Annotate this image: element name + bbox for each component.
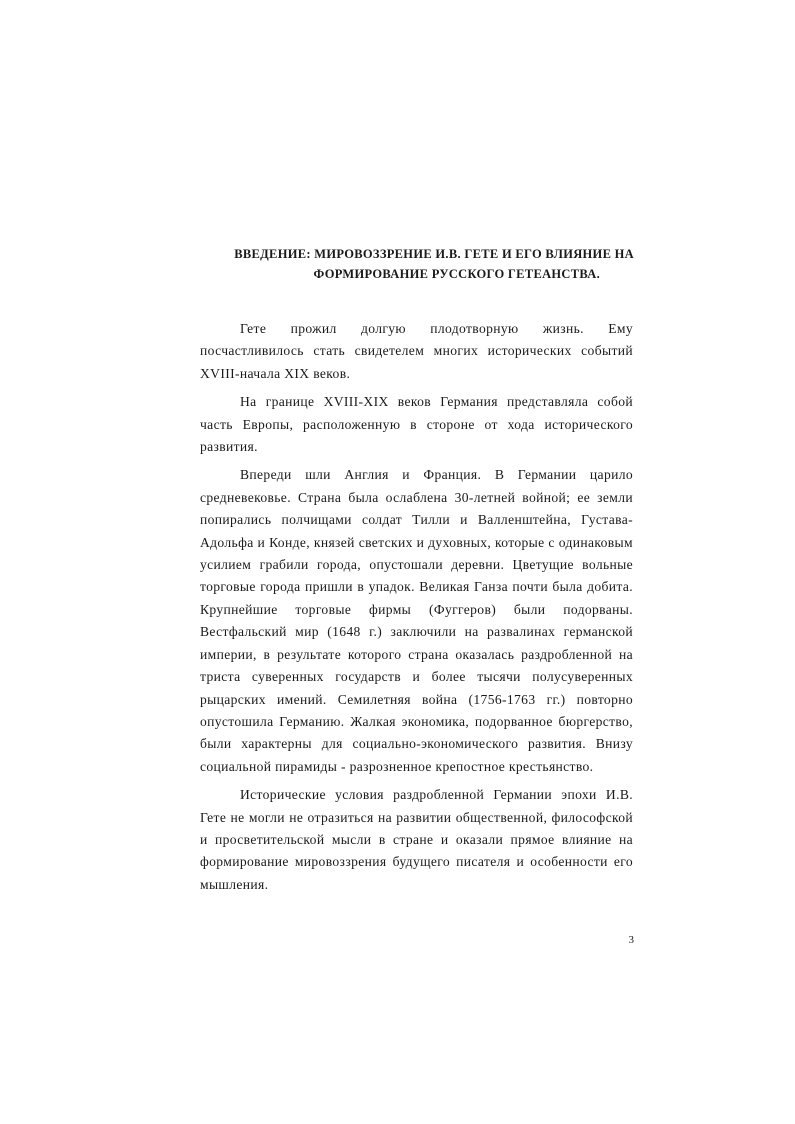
paragraph-4: Исторические условия раздробленной Германии эпохи И.В. Гете не могли не отразиться на развитии общественной, философской и просветительской мысли в стране и оказали прямое влияние на формирование мировоззрения будущего писателя и особенности его мышления.: [200, 787, 633, 892]
page-number: 3: [628, 934, 634, 946]
chapter-title-line-1: ВВЕДЕНИЕ: МИРОВОЗЗРЕНИЕ И.В. ГЕТЕ И ЕГО ВЛИЯНИЕ НА: [234, 247, 634, 261]
chapter-title-line-2: ФОРМИРОВАНИЕ РУССКОГО ГЕТЕАНСТВА.: [313, 267, 600, 281]
paragraph-2: На границе XVIII-XIX веков Германия представляла собой часть Европы, расположенную в стороне от хода исторического развития.: [200, 394, 633, 455]
body-text: [200, 318, 633, 902]
chapter-title: [200, 244, 640, 284]
paragraph-1: Гете прожил долгую плодотворную жизнь. Ему посчастливилось стать свидетелем многих исторических событий XVIII-начала XIX веков.: [200, 321, 633, 381]
paragraph-3: Впереди шли Англия и Франция. В Германии царило средневековье. Страна была ослаблена 30-летней войной; ее земли попирались полчищами солдат Тилли и Валленштейна, Густава-Адольфа и Конде, князей светских и духовных, которые с одинаковым усилием грабили города, опустошали деревни. Цветущие вольные торговые города пришли в упадок. Великая Ганза почти была добита. Крупнейшие торговые фирмы (Фуггеров) были подорваны. Вестфальский мир (1648 г.) заключили на развалинах германской империи, в результате которого страна оказалась раздробленной на триста суверенных государств и более тысячи полусуверенных рыцарских имений. Семилетняя война (1756-1763 гг.) повторно опустошила Германию. Жалкая экономика, подорванное бюргерство, были характерны для социально-экономического развития. Внизу социальной пирамиды - разрозненное крепостное крестьянство.: [200, 467, 633, 774]
